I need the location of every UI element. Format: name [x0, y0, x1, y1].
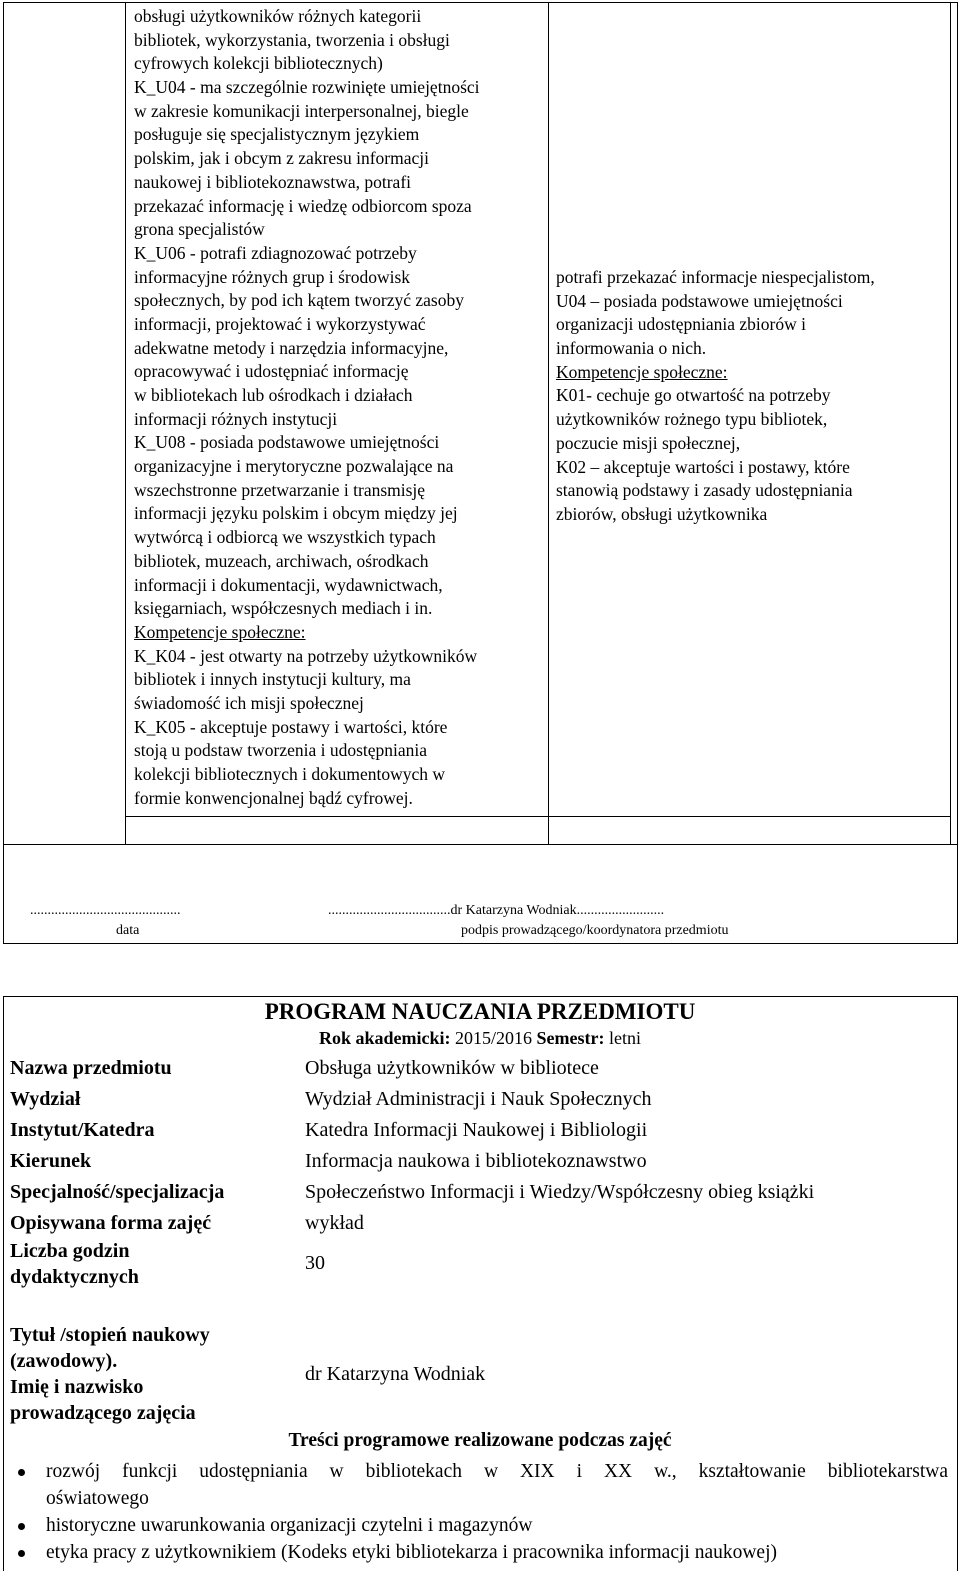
inner-right-border [950, 2, 951, 844]
row-label: Opisywana forma zajęć [10, 1212, 212, 1234]
learning-outcomes-summary [556, 266, 948, 527]
row-value: Wydział Administracji i Nauk Społecznych [305, 1088, 652, 1110]
summary-line: K01- cechuje go otwartość na potrzeby [556, 385, 831, 406]
outcome-line: adekwatne metody i narzędzia informacyjne, [134, 337, 449, 358]
outcome-line: cyfrowych kolekcji bibliotecznych) [134, 53, 383, 74]
teacher-label-line-4: prowadzącego zajęcia [10, 1402, 196, 1424]
contents-item-text: etyka pracy z użytkownikiem (Kodeks etyki bibliotekarza i pracownika informacji naukowej) [46, 1542, 777, 1563]
outcome-line: informacji języku polskim i obcym między jej [134, 503, 458, 524]
outcome-line: K_U04 - ma szczególnie rozwinięte umiejętności [134, 77, 480, 98]
upper-table-top-border [3, 2, 957, 3]
date-label: data [116, 923, 140, 938]
date-dots: ........................................... [30, 903, 181, 918]
inner-row-bottom-border [125, 816, 951, 817]
outcome-line: organizacyjne i merytoryczne pozwalające na [134, 456, 454, 477]
outcome-line: informacyjne różnych grup i środowisk [134, 266, 411, 287]
summary-line: U04 – posiada podstawowe umiejętności [556, 290, 843, 311]
outcome-line: informacji różnych instytucji [134, 408, 338, 429]
outcome-line: wszechstronne przetwarzanie i transmisję [134, 479, 426, 500]
outcome-line: bibliotek, wykorzystania, tworzenia i obsługi [134, 29, 450, 50]
outcome-line: bibliotek i innych instytucji kultury, ma [134, 669, 411, 690]
outcome-line: społecznych, by pod ich kątem tworzyć zasoby [134, 290, 464, 311]
signature-line: ...................................dr Katarzyna Wodniak......................... [328, 903, 665, 918]
summary-line: stanowią podstawy i zasady udostępniania [556, 480, 853, 501]
contents-item-text-continued: oświatowego [46, 1488, 149, 1509]
outcome-line: K_K04 - jest otwarty na potrzeby użytkowników [134, 645, 478, 666]
outcome-line: informacji i dokumentacji, wydawnictwach, [134, 574, 443, 595]
row-labels [10, 1053, 300, 1239]
learning-outcomes-detailed [134, 5, 546, 810]
row-label: Kierunek [10, 1150, 92, 1172]
program-right-border [957, 996, 958, 1571]
outcome-line: grona specjalistów [134, 219, 265, 240]
row-value: Informacja naukowa i bibliotekoznawstwo [305, 1150, 647, 1172]
teacher-label-line-2: (zawodowy). [10, 1350, 118, 1372]
summary-line: informowania o nich. [556, 338, 707, 359]
outcome-line: K_K05 - akceptuje postawy i wartości, które [134, 716, 448, 737]
contents-item [8, 1512, 948, 1539]
upper-table-bottom-border [3, 943, 958, 944]
contents-item [8, 1539, 948, 1566]
row-label: Specjalność/specjalizacja [10, 1181, 225, 1203]
outcome-line: w zakresie komunikacji interpersonalnej, biegle [134, 100, 469, 121]
signature-row-top-border [3, 844, 958, 845]
teacher-label [10, 1322, 210, 1426]
program-top-border [3, 996, 958, 997]
outcome-line: opracowywać i udostępniać informację [134, 361, 409, 382]
summary-line: potrafi przekazać informacje niespecjalistom, [556, 267, 875, 287]
outcome-line: K_U06 - potrafi zdiagnozować potrzeby [134, 242, 417, 263]
outcome-line: wytwórcą i odbiorcą we wszystkich typach [134, 527, 436, 548]
summary-line: organizacji udostępniania zbiorów i [556, 314, 806, 335]
summary-line: Kompetencje społeczne: [556, 361, 728, 382]
row-label: Instytut/Katedra [10, 1119, 155, 1141]
contents-item-text: rozwój funkcji udostępniania w bibliotekach w XIX i XX w., kształtowanie bibliotekarstwa [46, 1461, 948, 1482]
year-value: 2015/2016 [455, 1028, 533, 1048]
outcome-line: posługuje się specjalistycznym językiem [134, 124, 420, 145]
academic-year-line [0, 1028, 960, 1049]
bullet-icon [18, 1469, 25, 1476]
bullet-icon [18, 1523, 25, 1530]
program-left-border [3, 996, 4, 1571]
semester-label: Semestr: [536, 1028, 605, 1048]
summary-line: zbiorów, obsługi użytkownika [556, 503, 768, 524]
upper-table-right-border [957, 2, 958, 944]
hours-label-line-1: Liczba godzin [10, 1240, 130, 1262]
signature-label: podpis prowadzącego/koordynatora przedmiotu [461, 923, 729, 938]
row-value: Katedra Informacji Naukowej i Bibliologii [305, 1119, 648, 1141]
outcome-line: K_U08 - posiada podstawowe umiejętności [134, 432, 440, 453]
row-value: Społeczeństwo Informacji i Wiedzy/Współczesny obieg książki [305, 1181, 815, 1203]
upper-table-left-border [3, 2, 4, 944]
outcome-line: informacji, projektować i wykorzystywać [134, 313, 426, 334]
teacher-value: dr Katarzyna Wodniak [305, 1363, 486, 1385]
inner-left-border [125, 2, 126, 844]
summary-line: poczucie misji społecznej, [556, 432, 741, 453]
semester-value: letni [609, 1028, 641, 1048]
contents-item [8, 1458, 948, 1512]
contents-list [8, 1458, 948, 1566]
outcome-line: formie konwencjonalnej bądź cyfrowej. [134, 787, 413, 808]
hours-label-line-2: dydaktycznych [10, 1266, 139, 1288]
bullet-icon [18, 1550, 25, 1557]
row-values [305, 1053, 955, 1239]
inner-middle-border [548, 2, 549, 844]
outcome-line: kolekcji bibliotecznych i dokumentowych w [134, 764, 446, 784]
year-label: Rok akademicki: [319, 1028, 451, 1048]
row-label: Nazwa przedmiotu [10, 1057, 172, 1079]
contents-item-text: historyczne uwarunkowania organizacji czytelni i magazynów [46, 1515, 533, 1536]
outcome-line: stoją u podstaw tworzenia i udostępniania [134, 740, 428, 761]
outcome-line: księgarniach, współczesnych mediach i in. [134, 598, 433, 619]
outcome-line: świadomość ich misji społecznej [134, 692, 364, 713]
summary-line: użytkowników rożnego typu bibliotek, [556, 409, 828, 430]
teacher-label-line-3: Imię i nazwisko [10, 1376, 144, 1398]
hours-label [10, 1238, 139, 1290]
hours-value: 30 [305, 1252, 325, 1274]
outcome-line: Kompetencje społeczne: [134, 621, 306, 642]
row-value: Obsługa użytkowników w bibliotece [305, 1057, 599, 1079]
outcome-line: naukowej i bibliotekoznawstwa, potrafi [134, 171, 412, 192]
outcome-line: przekazać informację i wiedzę odbiorcom spoza [134, 195, 472, 216]
row-label: Wydział [10, 1088, 81, 1110]
teacher-label-line-1: Tytuł /stopień naukowy [10, 1324, 210, 1346]
program-title: PROGRAM NAUCZANIA PRZEDMIOTU [264, 999, 696, 1024]
outcome-line: bibliotek, muzeach, archiwach, ośrodkach [134, 550, 429, 571]
row-value: wykład [305, 1212, 364, 1234]
outcome-line: polskim, jak i obcym z zakresu informacji [134, 148, 429, 169]
contents-title: Treści programowe realizowane podczas zajęć [288, 1430, 672, 1451]
outcome-line: obsługi użytkowników różnych kategorii [134, 6, 422, 26]
outcome-line: w bibliotekach lub ośrodkach i działach [134, 385, 413, 405]
summary-line: K02 – akceptuje wartości i postawy, które [556, 456, 850, 477]
